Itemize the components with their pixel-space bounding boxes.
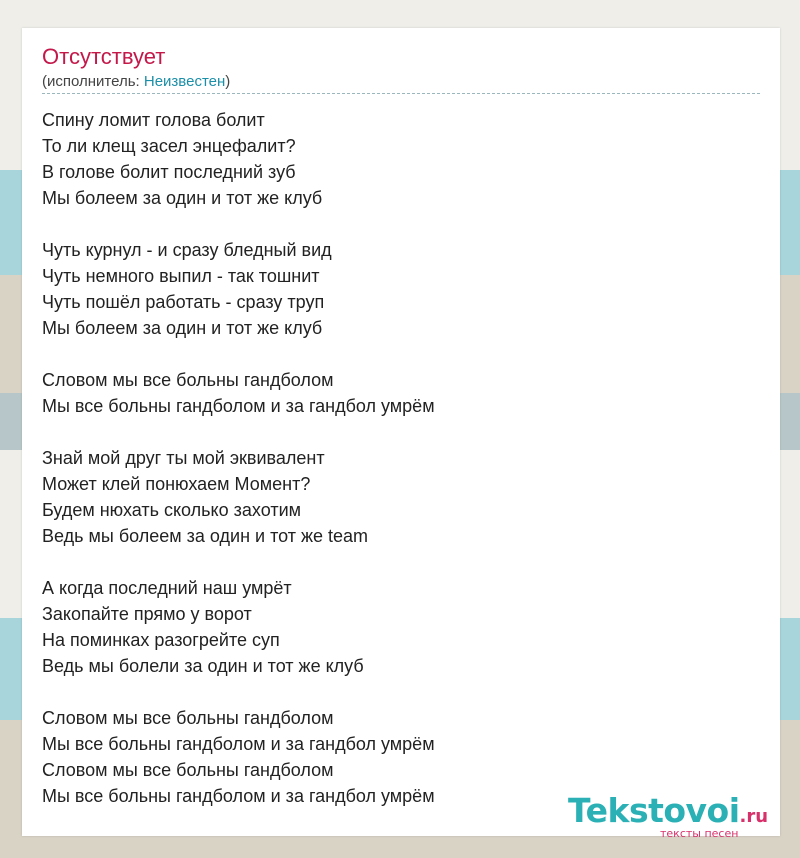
lyric-line: То ли клещ засел энцефалит? <box>42 136 296 156</box>
artist-prefix: (исполнитель: <box>42 73 144 90</box>
lyrics-stanza <box>42 445 435 549</box>
site-logo[interactable] <box>568 791 769 840</box>
lyric-line: Будем нюхать сколько захотим <box>42 500 301 520</box>
lyric-line: Ведь мы болели за один и тот же клуб <box>42 656 364 676</box>
lyric-line: На поминках разогрейте суп <box>42 630 280 650</box>
logo-tagline: тексты песен <box>660 827 739 840</box>
lyric-line: Словом мы все больны гандболом <box>42 760 334 780</box>
lyric-line: Чуть курнул - и сразу бледный вид <box>42 240 332 260</box>
lyric-line: Мы все больны гандболом и за гандбол умрём <box>42 786 435 806</box>
lyric-line: Словом мы все больны гандболом <box>42 708 334 728</box>
lyric-line: Знай мой друг ты мой эквивалент <box>42 448 325 468</box>
artist-line <box>42 73 230 90</box>
lyric-line: Мы болеем за один и тот же клуб <box>42 318 323 338</box>
lyric-line: Мы болеем за один и тот же клуб <box>42 188 323 208</box>
lyric-line: Чуть немного выпил - так тошнит <box>42 266 320 286</box>
lyric-line: Мы все больны гандболом и за гандбол умрём <box>42 734 435 754</box>
lyric-line: А когда последний наш умрёт <box>42 578 292 598</box>
artist-suffix: ) <box>225 73 231 90</box>
lyrics-stanza <box>42 367 435 419</box>
lyric-line: Словом мы все больны гандболом <box>42 370 334 390</box>
lyric-line: Чуть пошёл работать - сразу труп <box>42 292 325 312</box>
lyric-line: Закопайте прямо у ворот <box>42 604 252 624</box>
logo-tld: .ru <box>739 806 769 827</box>
lyric-line: Спину ломит голова болит <box>42 110 265 130</box>
lyric-line: Мы все больны гандболом и за гандбол умрём <box>42 396 435 416</box>
logo-name: Tekstovoi <box>568 791 740 830</box>
lyric-line: Ведь мы болеем за один и тот же team <box>42 526 369 546</box>
lyrics-text <box>42 107 435 835</box>
lyrics-card <box>22 28 780 840</box>
lyric-line: Может клей понюхаем Момент? <box>42 474 311 494</box>
divider <box>42 93 760 94</box>
song-title: Отсутствует <box>42 44 166 69</box>
lyric-line: В голове болит последний зуб <box>42 162 296 182</box>
lyrics-stanza <box>42 237 435 341</box>
lyrics-stanza <box>42 575 435 679</box>
lyrics-stanza <box>42 705 435 809</box>
lyrics-stanza <box>42 107 435 211</box>
artist-link[interactable]: Неизвестен <box>143 73 226 90</box>
